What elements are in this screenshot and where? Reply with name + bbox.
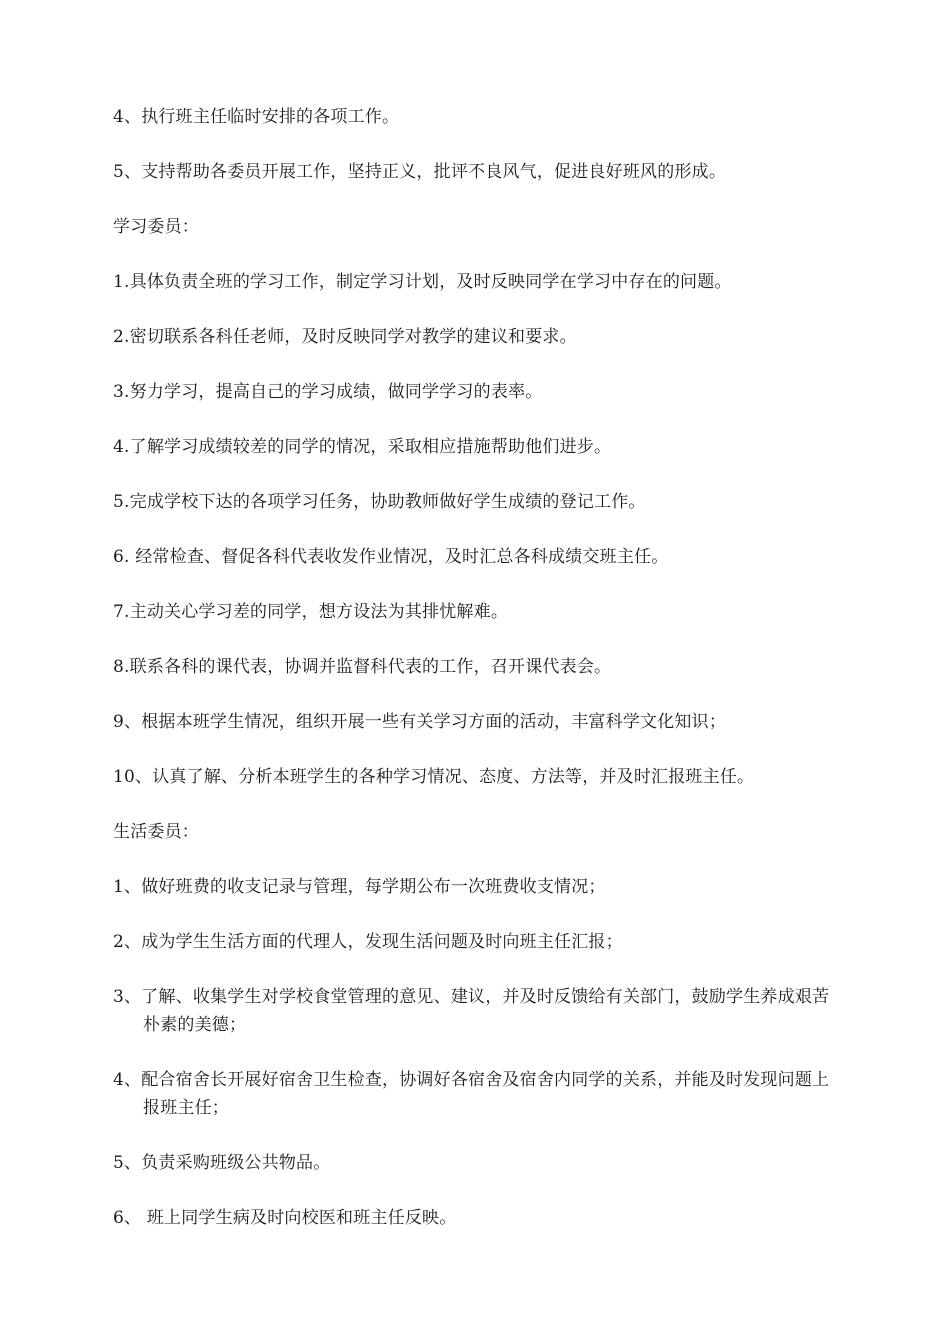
life-duty-3: 3、了解、收集学生对学校食堂管理的意见、建议，并及时反馈给有关部门，鼓励学生养成艰苦朴素的美德； xyxy=(113,987,830,1035)
study-duty-3: 3.努力学习，提高自己的学习成绩，做同学学习的表率。 xyxy=(113,382,543,402)
document-body xyxy=(113,103,843,1259)
study-duty-9: 9、根据本班学生情况，组织开展一些有关学习方面的活动，丰富科学文化知识； xyxy=(113,712,727,732)
study-duty-8: 8.联系各科的课代表，协调并监督科代表的工作，召开课代表会。 xyxy=(113,657,612,677)
paragraph-item-5-duty: 5、支持帮助各委员开展工作，坚持正义，批评不良风气，促进良好班风的形成。 xyxy=(113,162,727,182)
study-duty-1: 1.具体负责全班的学习工作，制定学习计划，及时反映同学在学习中存在的问题。 xyxy=(113,272,732,292)
life-duty-6: 6、 班上同学生病及时向校医和班主任反映。 xyxy=(113,1208,457,1228)
life-duty-1: 1、做好班费的收支记录与管理，每学期公布一次班费收支情况； xyxy=(113,877,606,897)
life-duty-2: 2、成为学生生活方面的代理人，发现生活问题及时向班主任汇报； xyxy=(113,932,623,952)
paragraph-item-4-duty: 4、执行班主任临时安排的各项工作。 xyxy=(113,107,400,127)
study-duty-2: 2.密切联系各科任老师，及时反映同学对教学的建议和要求。 xyxy=(113,327,577,347)
study-duty-5: 5.完成学校下达的各项学习任务，协助教师做好学生成绩的登记工作。 xyxy=(113,492,646,512)
section-heading-life-committee: 生活委员： xyxy=(113,822,199,842)
life-duty-5: 5、负责采购班级公共物品。 xyxy=(113,1153,331,1173)
study-duty-7: 7.主动关心学习差的同学，想方设法为其排忧解难。 xyxy=(113,602,509,622)
study-duty-10: 10、认真了解、分析本班学生的各种学习情况、态度、方法等，并及时汇报班主任。 xyxy=(113,767,755,787)
life-duty-4: 4、配合宿舍长开展好宿舍卫生检查，协调好各宿舍及宿舍内同学的关系，并能及时发现问题上报班主任； xyxy=(113,1070,830,1118)
study-duty-4: 4.了解学习成绩较差的同学的情况，采取相应措施帮助他们进步。 xyxy=(113,437,612,457)
study-duty-6: 6. 经常检查、督促各科代表收发作业情况，及时汇总各科成绩交班主任。 xyxy=(113,547,669,567)
section-heading-study-committee: 学习委员： xyxy=(113,217,199,237)
